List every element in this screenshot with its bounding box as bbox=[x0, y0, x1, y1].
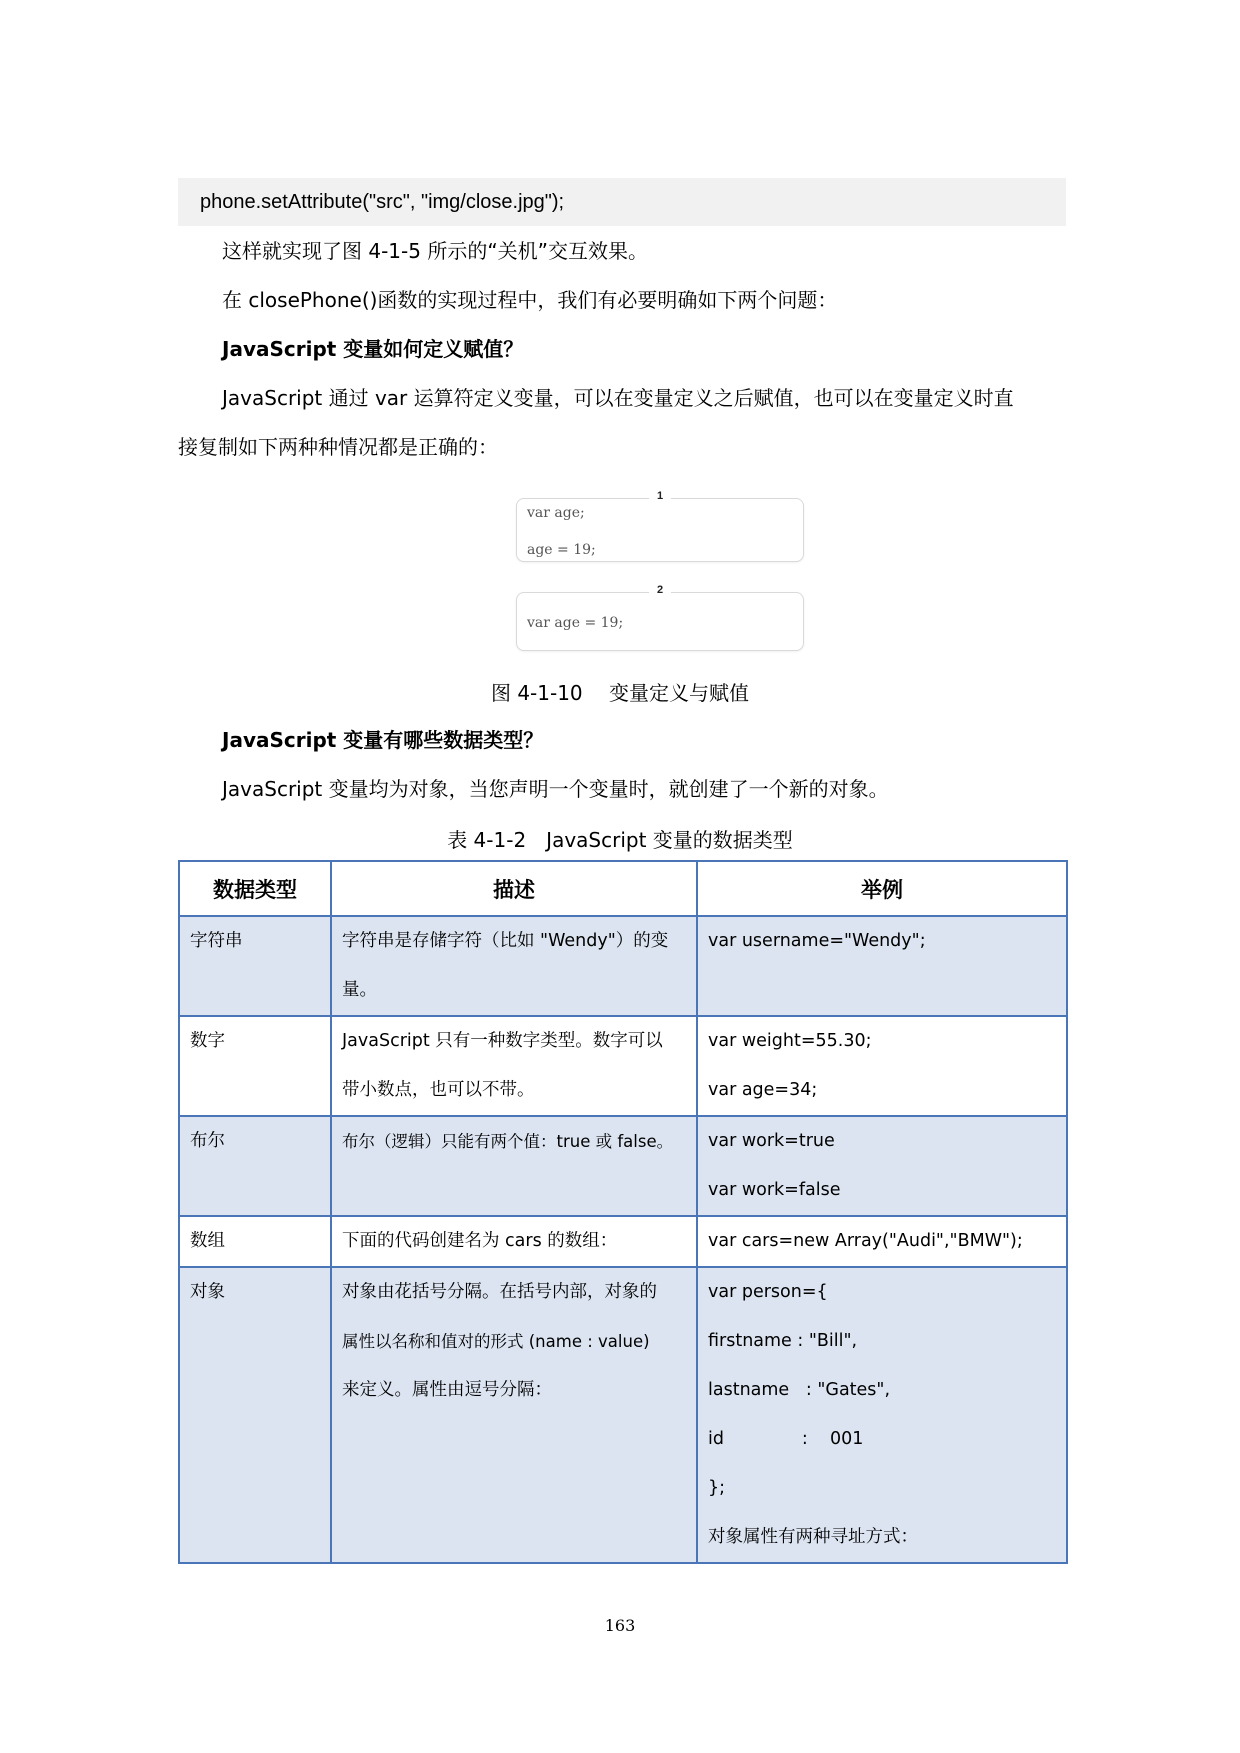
page-number: 163 bbox=[604, 1616, 636, 1635]
data-types-table bbox=[178, 860, 1068, 1564]
section-heading-1: JavaScript 变量如何定义赋值？ bbox=[222, 337, 524, 361]
code-snippet-text: phone.setAttribute("src", "img/close.jpg"); bbox=[200, 191, 565, 213]
cell-type: 数字 bbox=[179, 1016, 331, 1116]
figure-caption: 图 4-1-10 变量定义与赋值 bbox=[490, 681, 750, 705]
cell-description: 下面的代码创建名为 cars 的数组： bbox=[331, 1216, 697, 1267]
header-example: 举例 bbox=[697, 861, 1067, 916]
cell-type: 数组 bbox=[179, 1216, 331, 1267]
table-caption: 表 4-1-2 JavaScript 变量的数据类型 bbox=[447, 828, 793, 852]
code-box-2 bbox=[516, 584, 804, 651]
table-row-number bbox=[179, 1016, 1067, 1116]
table-row-string bbox=[179, 916, 1067, 1016]
cell-example: var work=true var work=false bbox=[697, 1116, 1067, 1216]
cell-example: var person={ firstname : "Bill", lastname : "Gates", id : 001 }; 对象属性有两种寻址方式： bbox=[697, 1267, 1067, 1563]
cell-example: var weight=55.30; var age=34; bbox=[697, 1016, 1067, 1116]
table-header-row bbox=[179, 861, 1067, 916]
table-row-object bbox=[179, 1267, 1067, 1563]
cell-type: 字符串 bbox=[179, 916, 331, 1016]
table-row-boolean bbox=[179, 1116, 1067, 1216]
code-box-1-line-1: var age; bbox=[527, 505, 585, 521]
section-heading-2: JavaScript 变量有哪些数据类型？ bbox=[222, 728, 544, 752]
cell-example: var cars=new Array("Audi","BMW"); bbox=[697, 1216, 1067, 1267]
cell-description: 字符串是存储字符（比如 "Wendy"）的变 量。 bbox=[331, 916, 697, 1016]
code-box-2-line-1: var age = 19; bbox=[527, 615, 624, 631]
paragraph-3-line-2: 接复制如下两种种情况都是正确的： bbox=[178, 435, 498, 459]
cell-example: var username="Wendy"; bbox=[697, 916, 1067, 1016]
header-description: 描述 bbox=[331, 861, 697, 916]
cell-type: 对象 bbox=[179, 1267, 331, 1563]
code-box-2-badge: 2 bbox=[649, 584, 671, 596]
cell-description: 对象由花括号分隔。在括号内部，对象的 属性以名称和值对的形式 (name : value) 来定义。属性由逗号分隔： bbox=[331, 1267, 697, 1563]
code-box-1 bbox=[516, 490, 804, 562]
header-data-type: 数据类型 bbox=[179, 861, 331, 916]
paragraph-1: 这样就实现了图 4-1-5 所示的“关机”交互效果。 bbox=[222, 239, 649, 263]
paragraph-3-line-1: JavaScript 通过 var 运算符定义变量，可以在变量定义之后赋值，也可以在变量定义时直 bbox=[222, 386, 1014, 410]
paragraph-2: 在 closePhone()函数的实现过程中，我们有必要明确如下两个问题： bbox=[222, 288, 838, 312]
code-box-1-badge: 1 bbox=[649, 490, 671, 502]
cell-type: 布尔 bbox=[179, 1116, 331, 1216]
paragraph-4: JavaScript 变量均为对象，当您声明一个变量时，就创建了一个新的对象。 bbox=[222, 777, 889, 801]
cell-description: 布尔（逻辑）只能有两个值：true 或 false。 bbox=[331, 1116, 697, 1216]
code-snippet bbox=[178, 178, 1066, 226]
code-box-1-line-2: age = 19; bbox=[527, 542, 596, 558]
cell-description: JavaScript 只有一种数字类型。数字可以 带小数点，也可以不带。 bbox=[331, 1016, 697, 1116]
table-row-array bbox=[179, 1216, 1067, 1267]
